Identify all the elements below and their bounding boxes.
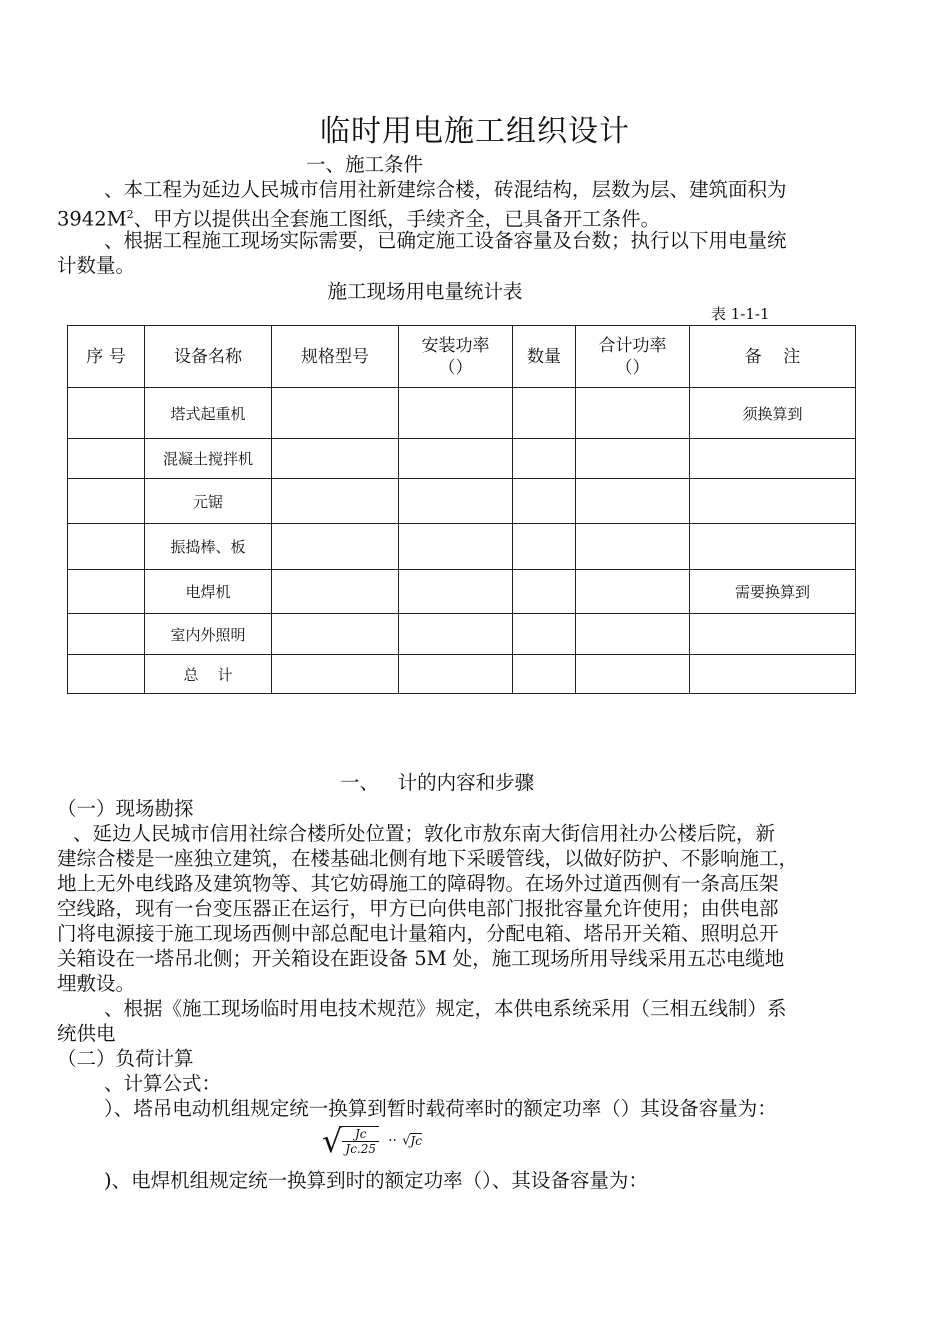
para2-line1: 、根据工程施工现场实际需要，已确定施工设备容量及台数；执行以下用电量统 [104, 229, 787, 252]
survey-line: 门将电源接于施工现场西侧中部总配电计量箱内，分配电箱、塔吊开关箱、照明总开 [57, 922, 779, 945]
para1-area: 3942M [57, 207, 127, 231]
table-cell [576, 570, 690, 614]
survey-line: 、延边人民城市信用社综合楼所处位置；敦化市敖东南大街信用社办公楼后院，新 [73, 822, 776, 845]
table-cell [576, 524, 690, 570]
item-a: ）、塔吊电动机组规定统一换算到暂时载荷率时的额定功率（）其设备容量为： [104, 1097, 777, 1120]
table-row [68, 524, 856, 570]
table-cell [272, 570, 399, 614]
table-cell: 塔式起重机 [145, 388, 272, 439]
para1-suffix: 、甲方以提供出全套施工图纸，手续齐全，已具备开工条件。 [133, 207, 661, 231]
document-title: 临时用电施工组织设计 [320, 114, 630, 149]
table-row [68, 614, 856, 655]
table-row [68, 439, 856, 479]
table-cell [399, 570, 513, 614]
table-header-cell: 设备名称 [145, 326, 272, 388]
table-row [68, 479, 856, 524]
formula-display: √ $\frac{Jc}{Jc.25}$ ·· √Jc [322, 1122, 422, 1160]
spec-line: 统供电 [57, 1022, 116, 1045]
survey-line: 空线路，现有一台变压器正在运行，甲方已向供电部门报批容量允许使用；由供电部 [57, 897, 779, 920]
table-cell [513, 655, 576, 694]
survey-line: 建综合楼是一座独立建筑，在楼基础北侧有地下采暖管线，以做好防护、不影响施工， [57, 847, 799, 870]
table-cell [513, 388, 576, 439]
formula-fraction [342, 1126, 379, 1156]
table-cell: 需要换算到 [690, 570, 856, 614]
table-row [68, 570, 856, 614]
table-cell [513, 439, 576, 479]
table-cell [272, 479, 399, 524]
table-cell: 电焊机 [145, 570, 272, 614]
table-cell [399, 614, 513, 655]
table-cell [272, 439, 399, 479]
survey-line: 埋敷设。 [57, 972, 136, 995]
table-header-cell: 安装功率 （） [399, 326, 513, 388]
table-header-cell: 序 号 [68, 326, 145, 388]
table-cell [513, 479, 576, 524]
table-cell: 室内外照明 [145, 614, 272, 655]
table-header-row [68, 326, 856, 388]
table-cell [399, 388, 513, 439]
table-header-cell: 合计功率 （） [576, 326, 690, 388]
table-row [68, 388, 856, 439]
formula-tail: Jc [410, 1134, 422, 1148]
table-cell [690, 614, 856, 655]
table-cell: 振捣棒、板 [145, 524, 272, 570]
table-cell [68, 479, 145, 524]
survey-line: 关箱设在一塔吊北侧；开关箱设在距设备 5M 处，施工现场所用导线采用五芯电缆地 [57, 947, 785, 970]
formula-label: 、计算公式： [104, 1072, 222, 1095]
survey-line: 地上无外电线路及建筑物等、其它妨碍施工的障碍物。在场外过道西侧有一条高压架 [57, 872, 779, 895]
table-cell [399, 524, 513, 570]
table-cell [68, 655, 145, 694]
table-cell [690, 655, 856, 694]
table-cell [399, 439, 513, 479]
table-cell [513, 614, 576, 655]
table-cell [68, 614, 145, 655]
para1-area-unit: 2 [126, 208, 134, 221]
table-cell [690, 524, 856, 570]
table-cell [68, 388, 145, 439]
subsection-survey-heading: （一）现场勘探 [57, 797, 194, 820]
table-cell [272, 524, 399, 570]
power-stats-table [67, 325, 856, 694]
section2-heading: 一、 计的内容和步骤 [340, 771, 535, 794]
table-cell: 总 计 [145, 655, 272, 694]
table-caption: 施工现场用电量统计表 [327, 280, 523, 303]
table-cell [272, 655, 399, 694]
formula-dots: ·· [388, 1133, 398, 1149]
table-cell [513, 570, 576, 614]
table-cell [690, 479, 856, 524]
table-cell [68, 439, 145, 479]
table-cell [68, 570, 145, 614]
formula-numerator: Jc [342, 1127, 379, 1142]
table-row [68, 655, 856, 694]
table-cell [272, 614, 399, 655]
formula-denominator: Jc.25 [345, 1142, 377, 1156]
table-header-cell: 规格型号 [272, 326, 399, 388]
table-header-cell: 数量 [513, 326, 576, 388]
table-cell [399, 655, 513, 694]
para1-line1: 、本工程为延边人民城市信用社新建综合楼，砖混结构，层数为层、建筑面积为 [104, 178, 787, 201]
table-cell [576, 614, 690, 655]
table-cell [513, 524, 576, 570]
spec-line: 、根据《施工现场临时用电技术规范》规定，本供电系统采用（三相五线制）系 [104, 997, 787, 1020]
table-number: 表 1-1-1 [711, 305, 770, 323]
table-header-cell: 备 注 [690, 326, 856, 388]
table-cell [68, 524, 145, 570]
table-cell [576, 479, 690, 524]
table-cell: 混凝土搅拌机 [145, 439, 272, 479]
table-cell [576, 655, 690, 694]
subsection-load-heading: （二）负荷计算 [57, 1047, 194, 1070]
table-cell [690, 439, 856, 479]
table-cell [576, 388, 690, 439]
table-cell: 元锯 [145, 479, 272, 524]
table-cell: 须换算到 [690, 388, 856, 439]
section1-heading: 一、施工条件 [306, 153, 424, 176]
item-b: )、电焊机组规定统一换算到时的额定功率（）、其设备容量为： [104, 1169, 648, 1192]
para2-line2: 计数量。 [57, 254, 136, 277]
table-cell [272, 388, 399, 439]
table-cell [399, 479, 513, 524]
table-cell [576, 439, 690, 479]
